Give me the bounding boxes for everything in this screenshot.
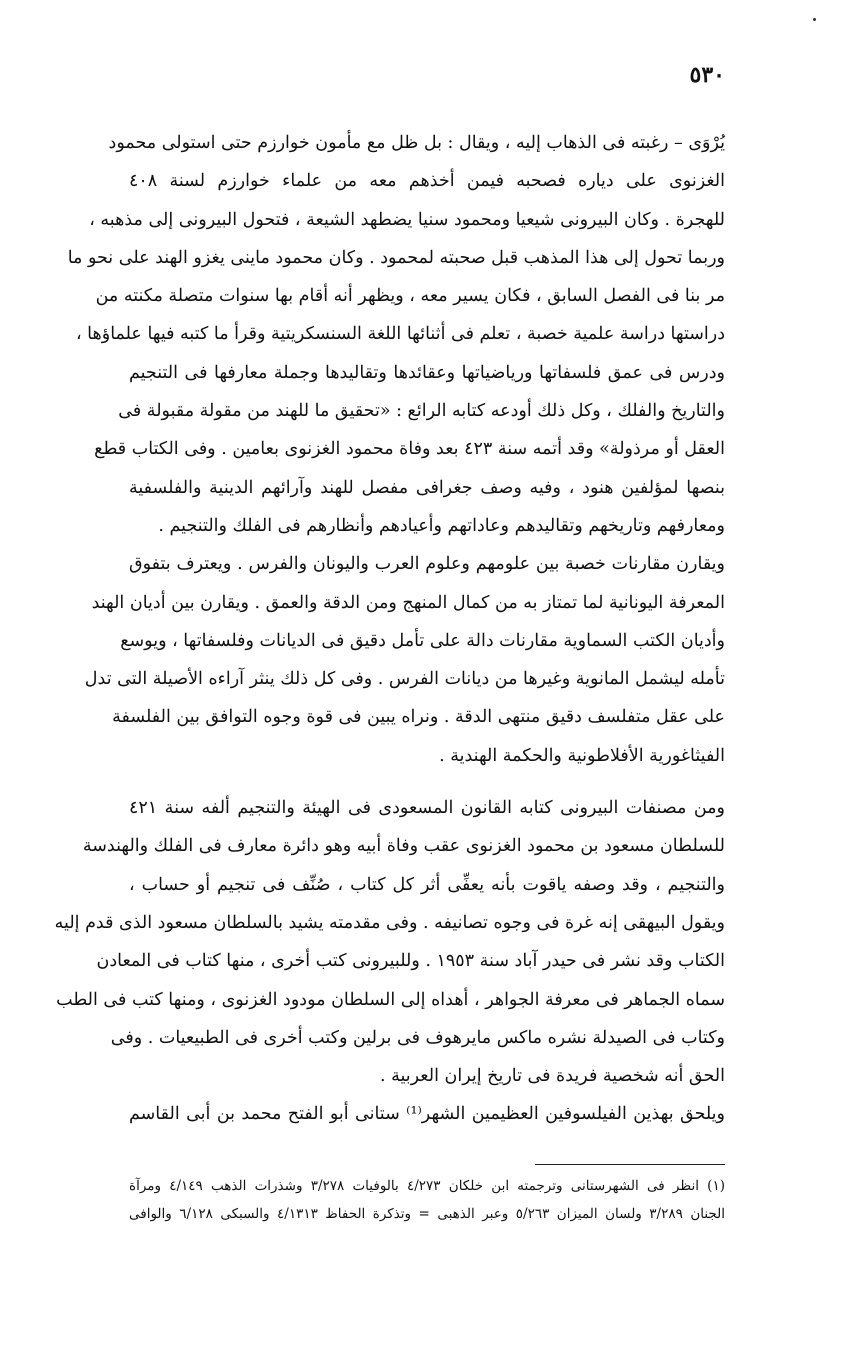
text-line: وربما تحول إلى هذا المذهب قبل صحبته لمحمود . وكان محمود ماينى يغزو الهند على نحو ما xyxy=(67,247,725,268)
text-line: العقل أو مرذولة» وقد أتمه سنة ٤٢٣ بعد وفاة محمود الغزنوى بعامين . وفى الكتاب قطع xyxy=(94,439,725,460)
footnote-line: الجنان ٣/٢٨٩ ولسان الميزان ٥/٢٦٣ وعبر الذهبى = وتذكرة الحفاظ ٤/١٣١٣ والسبكى ٦/١٢٨ والوافى xyxy=(129,1206,726,1222)
text-line: دراستها دراسة علمية خصبة ، تعلم فى أثنائها اللغة السنسكريتية وقرأ ما كتبه فيها علماؤها ، xyxy=(75,324,725,345)
text-line: والتنجيم ، وقد وصفه ياقوت بأنه يعفِّى أثر كل كتاب ، صُنِّف فى تنجيم أو حساب ، xyxy=(129,874,725,895)
page-number: ٥٣٠ xyxy=(689,62,725,88)
text-line: ومعارفهم وتاريخهم وتقاليدهم وعاداتهم وأعيادهم وأنظارهم فى الفلك والتنجيم . xyxy=(158,515,725,536)
page-speck xyxy=(813,18,816,21)
text-line: سماه الجماهر فى معرفة الجواهر ، أهداه إلى السلطان مودود الغزنوى ، ومنها كتب فى الطب xyxy=(56,989,725,1010)
text-line: بنصها لمؤلفين هنود ، وفيه وصف جغرافى مفصل للهند وآرائهم الدينية والفلسفية xyxy=(129,477,725,498)
text-line: الحق أنه شخصية فريدة فى تاريخ إيران العربية . xyxy=(379,1066,725,1087)
text-line: للهجرة . وكان البيرونى شيعيا ومحمود سنيا يضطهد الشيعة ، فتحول البيرونى إلى مذهبه ، xyxy=(89,209,725,230)
text-line: للسلطان مسعود بن محمود الغزنوى عقب وفاة أبيه وهو دائرة معارف فى الفلك والهندسة xyxy=(82,836,725,857)
text-line: ويلحق بهذين الفيلسوفين العظيمين الشهر⁽¹⁾ ستانى أبو الفتح محمد بن أبى القاسم xyxy=(129,1104,725,1125)
text-line: على عقل متفلسف دقيق منتهى الدقة . ونراه يبين فى قوة وجوه التوافق بين الفلسفة xyxy=(112,707,725,728)
text-line: المعرفة اليونانية لما تمتاز به من كمال المنهج ومن الدقة والعمق . ويقارن بين أديان الهند xyxy=(91,592,725,613)
text-line: مر بنا فى الفصل السابق ، فكان يسير معه ، ويظهر أنه أقام بها سنوات متصلة مكنته من xyxy=(95,286,725,307)
text-line: والتاريخ والفلك ، وكل ذلك أودعه كتابه الرائع : «تحقيق ما للهند من مقولة مقبولة فى xyxy=(118,401,725,422)
text-line: ومن مصنفات البيرونى كتابه القانون المسعودى فى الهيئة والتنجيم ألفه سنة ٤٢١ xyxy=(129,798,725,819)
text-line: ويقارن مقارنات خصبة بين علومهم وعلوم العرب واليونان والفرس . ويعترف بتفوق xyxy=(129,554,725,575)
paragraph-2 xyxy=(54,789,725,1095)
text-line: وكتاب فى الصيدلة نشره ماكس مايرهوف فى برلين وكتب أخرى فى الطبيعيات . وفى xyxy=(110,1027,725,1048)
text-line: الغزنوى على دياره فصحبه فيمن أخذهم معه من علماء خوارزم لسنة ٤٠٨ xyxy=(129,171,725,192)
body-text xyxy=(54,124,725,1134)
text-line: ودرس فى عمق فلسفاتها ورياضياتها وعقائدها وتقاليدها وجملة معارفها فى التنجيم xyxy=(129,362,725,383)
paragraph-3 xyxy=(129,1095,725,1133)
text-line: يُرْوَى – رغبته فى الذهاب إليه ، ويقال : بل ظل مع مأمون خوارزم حتى استولى محمود xyxy=(108,133,725,153)
text-line: الكتاب وقد نشر فى حيدر آباد سنة ١٩٥٣ . وللبيرونى كتب أخرى ، منها كتاب فى المعادن xyxy=(96,951,725,972)
footnote-line: (١) انظر فى الشهرستانى وترجمته ابن خلكان ٤/٢٧٣ بالوفيات ٣/٢٧٨ وشذرات الذهب ٤/١٤٩ ومرآة xyxy=(129,1178,725,1194)
footnotes xyxy=(129,1172,725,1228)
text-line: الفيثاغورية الأفلاطونية والحكمة الهندية . xyxy=(439,745,725,766)
text-line: وأديان الكتب السماوية مقارنات دالة على تأمل دقيق فى الديانات وفلسفاتها ، ويوسع xyxy=(120,630,725,651)
paragraph-1 xyxy=(67,124,725,775)
footnote-divider xyxy=(535,1164,725,1165)
text-line: ويقول البيهقى إنه غرة فى وجوه تصانيفه . وفى مقدمته يشيد بالسلطان مسعود الذى قدم إليه xyxy=(54,912,725,933)
text-line: تأمله ليشمل المانوية وغيرها من ديانات الفرس . وفى كل ذلك ينثر آراءه الأصيلة التى تدل xyxy=(84,669,725,690)
